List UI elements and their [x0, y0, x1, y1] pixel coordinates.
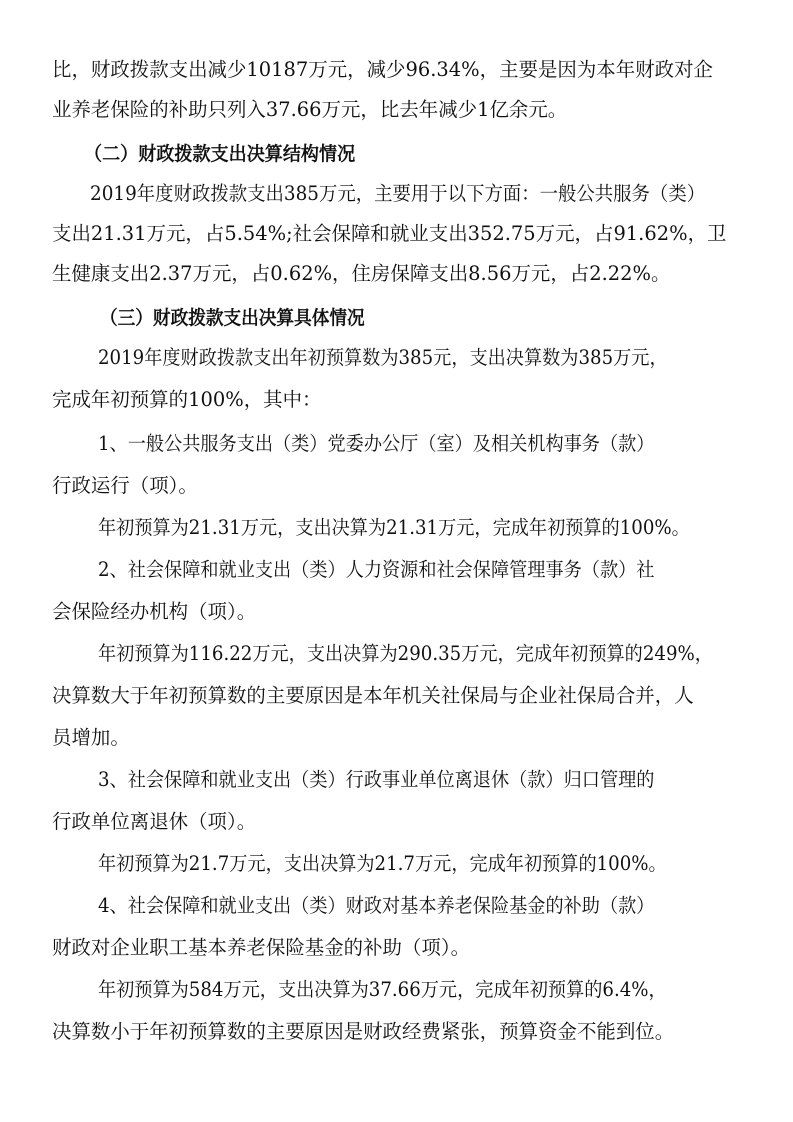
- paragraph-line: 2019年度财政拨款支出385万元，主要用于以下方面：一般公共服务（类）: [90, 182, 706, 205]
- section-heading: （三）财政拨款支出决算具体情况: [100, 307, 365, 329]
- paragraph-line: 比，财政拨款支出减少10187万元，减少96.34%，主要是因为本年财政对企: [52, 58, 713, 81]
- paragraph-line: 生健康支出2.37万元，占0.62%，住房保障支出8.56万元，占2.22%。: [52, 262, 671, 285]
- paragraph-line: 员增加。: [52, 726, 130, 749]
- paragraph-line: 财政对企业职工基本养老保险基金的补助（项）。: [52, 936, 471, 959]
- paragraph-line: 年初预算为116.22万元，支出决算为290.35万元，完成年初预算的249%，: [98, 642, 713, 665]
- paragraph-line: 支出21.31万元，占5.54%;社会保障和就业支出352.75万元，占91.62%，卫: [52, 222, 727, 245]
- paragraph-line: 行政单位离退休（项）。: [52, 810, 257, 833]
- paragraph-line: 3、社会保障和就业支出（类）行政事业单位离退休（款）归口管理的: [98, 768, 655, 791]
- paragraph-line: 会保险经办机构（项）。: [52, 600, 257, 623]
- paragraph-line: 年初预算为21.7万元，支出决算为21.7万元，完成年初预算的100%。: [98, 852, 667, 875]
- paragraph-line: 年初预算为21.31万元，支出决算为21.31万元，完成年初预算的100%。: [98, 516, 690, 539]
- paragraph-line: 行政运行（项）。: [52, 474, 198, 497]
- paragraph-line: 年初预算为584万元，支出决算为37.66万元，完成年初预算的6.4%，: [98, 978, 667, 1001]
- paragraph-line: 完成年初预算的100%，其中：: [52, 388, 322, 411]
- paragraph-line: 1、一般公共服务支出（类）党委办公厅（室）及相关机构事务（款）: [98, 432, 655, 455]
- paragraph-line: 业养老保险的补助只列入37.66万元，比去年减少1亿余元。: [52, 98, 568, 121]
- section-heading: （二）财政拨款支出决算结构情况: [84, 143, 356, 165]
- paragraph-line: 2019年度财政拨款支出年初预算数为385元，支出决算数为385万元，: [98, 346, 668, 369]
- paragraph-line: 决算数大于年初预算数的主要原因是本年机关社保局与企业社保局合并，人: [52, 684, 694, 707]
- paragraph-line: 2、社会保障和就业支出（类）人力资源和社会保障管理事务（款）社: [98, 558, 655, 581]
- paragraph-line: 4、社会保障和就业支出（类）财政对基本养老保险基金的补助（款）: [98, 894, 655, 917]
- paragraph-line: 决算数小于年初预算数的主要原因是财政经费紧张，预算资金不能到位。: [52, 1020, 675, 1043]
